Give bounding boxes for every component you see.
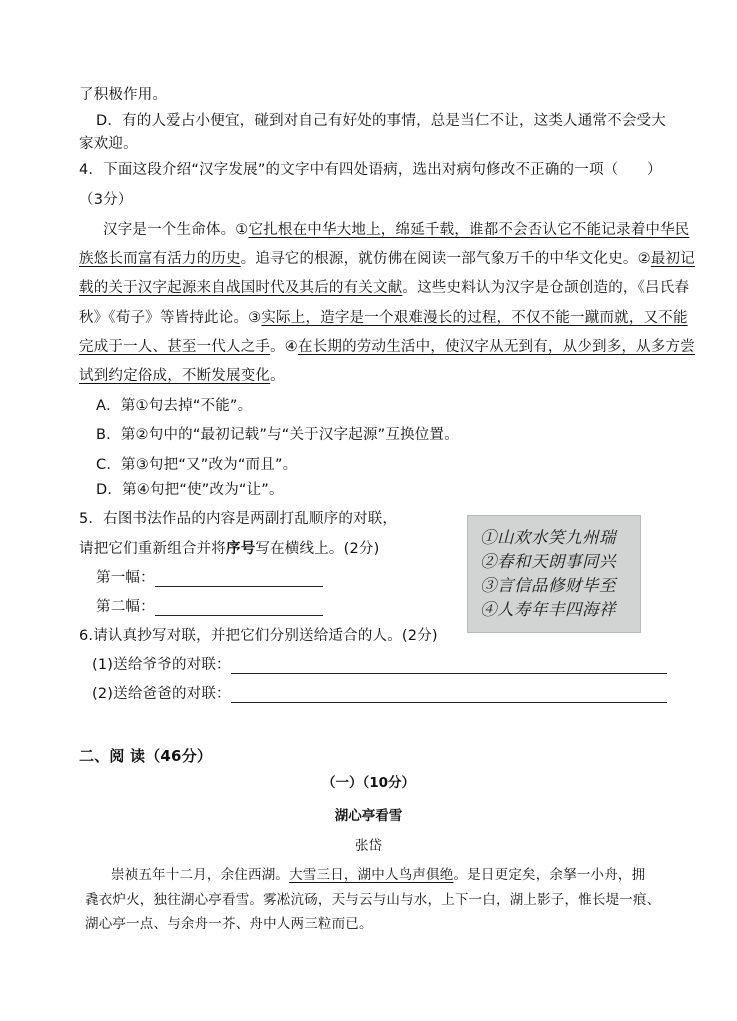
question-4-stem: 4．下面这段介绍“汉字发展”的文字中有四处语病，选出对病句修改不正确的一项（	[79, 162, 619, 178]
grandpa-couplet-label: (1)送给爷爷的对联：	[92, 657, 231, 673]
sentence-1-underlined-end: 族悠长而富有活力的历史	[79, 251, 241, 267]
sentence-1-underlined: 它扎根在中华大地上，绵延千载，谁都不会否认它不能记录着中华民	[248, 222, 690, 238]
passage-text: 汉字是一个生命体。①	[103, 222, 249, 238]
calligraphy-line-3: ③言信品修财毕至	[480, 576, 616, 595]
second-couplet-blank[interactable]	[155, 601, 323, 616]
passage-text: 。这些史料认为汉字是仓颉创造的，《吕氏春	[402, 280, 690, 296]
first-couplet-label: 第一幅：	[96, 570, 155, 586]
passage-author: 张岱	[355, 838, 382, 854]
first-couplet-blank[interactable]	[155, 572, 323, 587]
passage-text: 。追寻它的根源，就仿佛在阅读一部气象万千的中华文化史。②	[240, 251, 651, 267]
classical-line-1	[111, 866, 645, 884]
calligraphy-line-2: ②春和天朗事同兴	[480, 552, 616, 571]
subsection-1-heading: （一）（10分）	[321, 775, 416, 791]
passage-line-1	[103, 221, 690, 239]
grandpa-couplet-blank[interactable]	[231, 659, 667, 674]
section-2-heading: 二、阅 读（46分）	[79, 747, 213, 765]
sentence-4-underlined-end: 试到约定俗成，不断发展变化	[79, 368, 271, 384]
option-d: D．第④句把“使”改为“让”。	[96, 482, 284, 498]
line-1: 了积极作用。	[79, 87, 168, 103]
grandpa-couplet-row	[92, 656, 667, 674]
passage-text: 。④	[270, 339, 299, 355]
question-6-stem: 6.请认真抄写对联，并把它们分别送给适合的人。(2分)	[79, 628, 438, 644]
classical-text: 崇祯五年十二月，余住西湖。	[111, 867, 290, 883]
passage-text: 。	[270, 368, 285, 384]
passage-line-2	[79, 250, 695, 268]
passage-line-5	[79, 338, 695, 356]
option-d-line-2: 家欢迎。	[79, 136, 138, 152]
passage-line-4	[79, 309, 688, 327]
passage-title: 湖心亭看雪	[334, 808, 403, 824]
instruction-text: 请把它们重新组合并将	[79, 541, 226, 557]
option-a: A．第①句去掉“不能”。	[96, 398, 253, 414]
sentence-2-underlined: 最初记	[650, 251, 695, 267]
second-couplet-label: 第二幅：	[96, 599, 155, 615]
first-couplet-row	[96, 569, 323, 587]
question-5-stem: 5．右图书法作品的内容是两副打乱顺序的对联，	[79, 511, 398, 527]
classical-underlined: 大雪三日，湖中人鸟声俱绝	[289, 867, 454, 883]
classical-line-3: 湖心亭一点、与余舟一芥、舟中人两三粒而已。	[85, 916, 373, 932]
sentence-3-underlined: 实际上，造字是一个艰难漫长的过程，不仅不能一蹴而就，又不能	[261, 310, 688, 326]
calligraphy-line-1: ①山欢水笑九州瑞	[480, 528, 616, 547]
classical-text: 。是日更定矣，余拏一小舟，拥	[453, 867, 646, 883]
dad-couplet-blank[interactable]	[231, 688, 667, 703]
sentence-3-underlined-end: 完成于一人、甚至一代人之手	[79, 339, 271, 355]
passage-text: 秋》《荀子》等皆持此论。③	[79, 310, 262, 326]
passage-line-6	[79, 367, 285, 385]
question-4-points: （3分）	[79, 192, 133, 208]
option-b: B．第②句中的“最初记载”与“关于汉字起源”互换位置。	[96, 427, 459, 443]
option-c: C．第③句把“又”改为“而且”。	[96, 457, 298, 473]
dad-couplet-row	[92, 685, 667, 703]
dad-couplet-label: (2)送给爸爸的对联：	[92, 686, 231, 702]
instruction-text: 写在横线上。(2分)	[255, 541, 380, 557]
sentence-2-underlined-end: 载的关于汉字起源来自战国时代及其后的有关文献	[79, 280, 403, 296]
option-d-line-1: D．有的人爱占小便宜，碰到对自己有好处的事情，总是当仁不让，这类人通常不会受大	[96, 113, 666, 129]
calligraphy-image	[467, 515, 641, 633]
passage-line-3	[79, 279, 689, 297]
instruction-bold: 序号	[226, 541, 256, 557]
calligraphy-line-4: ④人寿年丰四海祥	[480, 600, 616, 619]
question-5-instruction	[79, 540, 379, 558]
question-4-paren: ）	[647, 162, 662, 178]
sentence-4-underlined: 在长期的劳动生活中，使汉字从无到有，从少到多，从多方尝	[298, 339, 695, 355]
second-couplet-row	[96, 598, 323, 616]
classical-line-2: 毳衣炉火，独往湖心亭看雪。雾凇沆砀，天与云与山与水，上下一白，湖上影子，惟长堤一痕、	[85, 892, 661, 908]
